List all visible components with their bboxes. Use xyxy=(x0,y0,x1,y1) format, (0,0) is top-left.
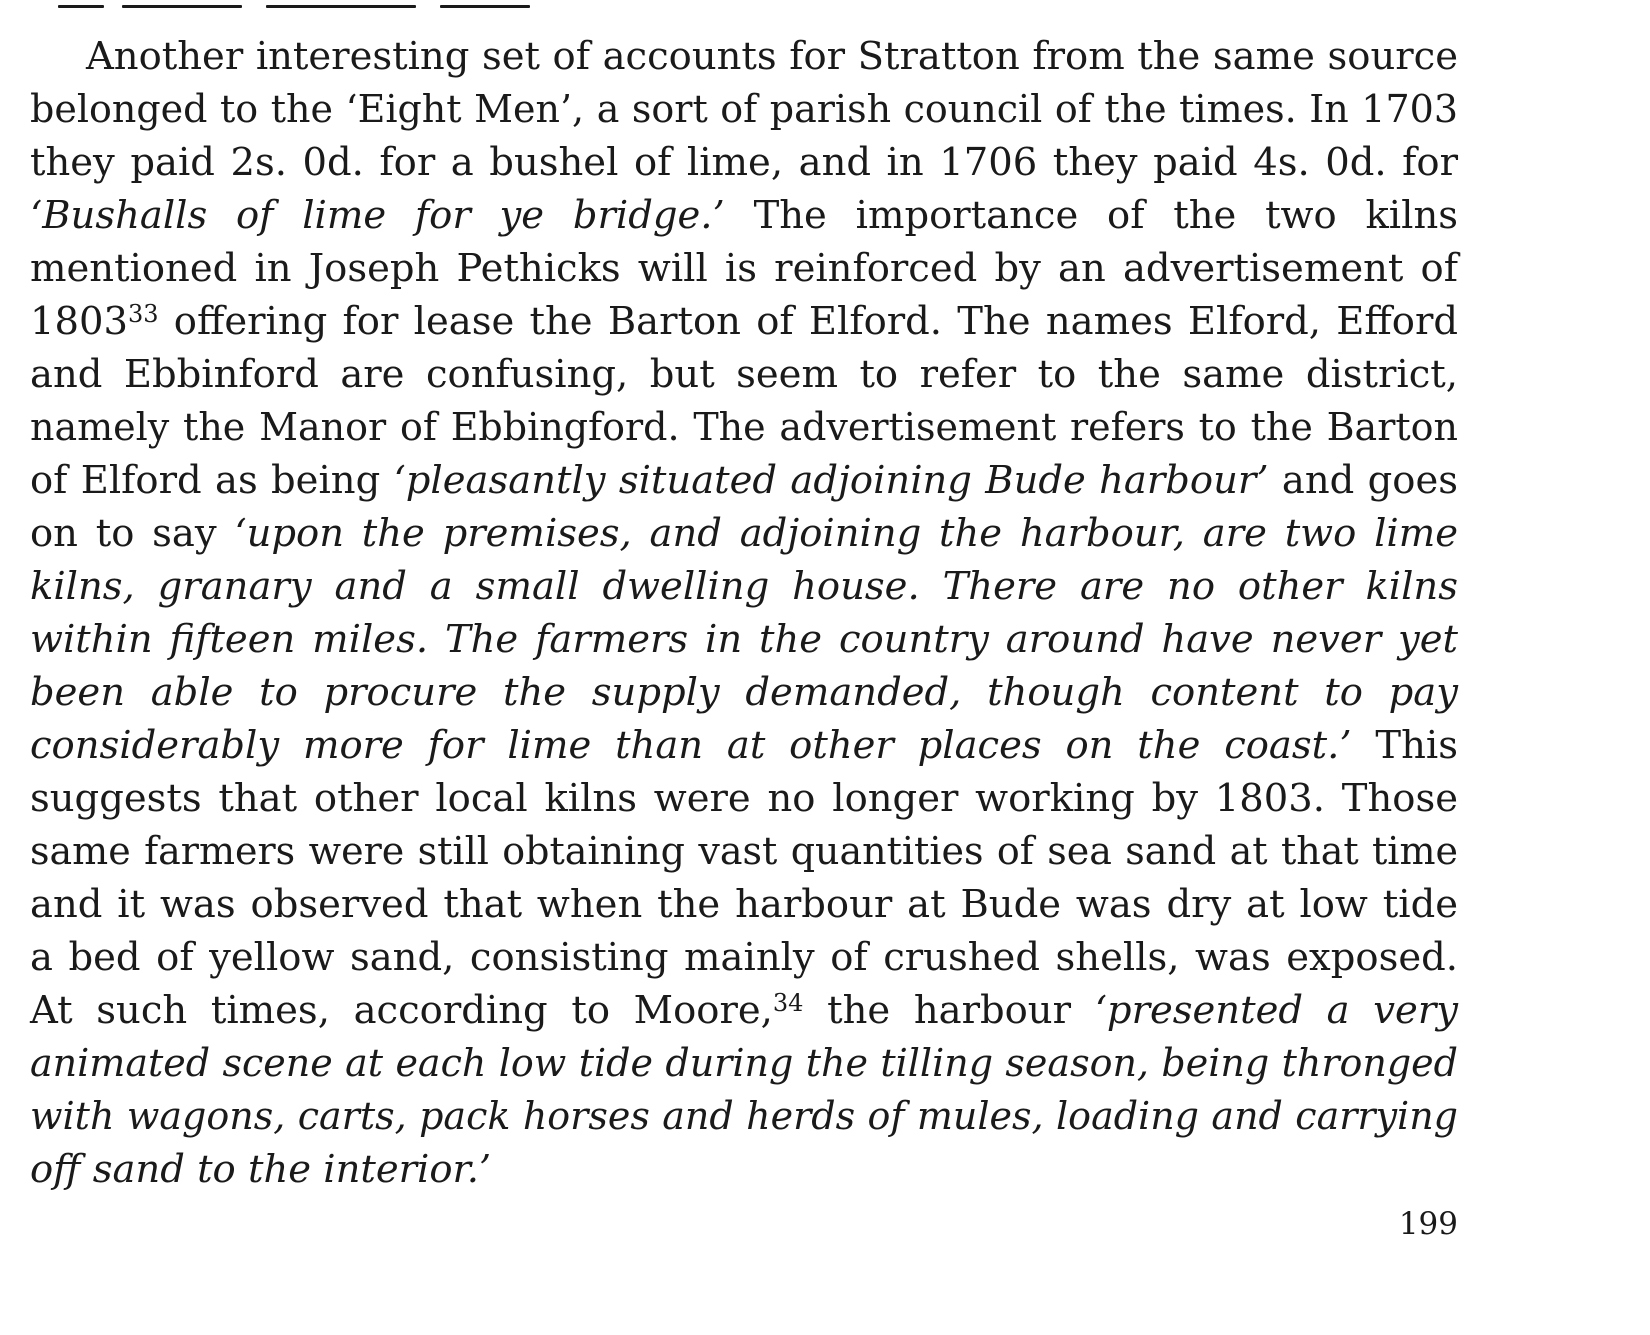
text-run: At such times, according to Moore, xyxy=(30,988,773,1033)
text-line xyxy=(30,560,1458,613)
text-run: and goes xyxy=(1268,458,1458,503)
text-line xyxy=(30,401,1458,454)
text-run: offering for lease the Barton of Elford. The names Elford, Efford xyxy=(158,299,1458,344)
quoted-text: with wagons, carts, pack horses and herds of mules, loading and carrying xyxy=(30,1094,1458,1138)
quoted-text: ‘pleasantly situated adjoining Bude harbour’ xyxy=(393,458,1269,503)
text-line xyxy=(30,1143,1458,1196)
text-line xyxy=(30,984,1458,1037)
text-run: suggests that other local kilns were no longer working by 1803. Those xyxy=(30,776,1458,821)
quoted-text: considerably more for lime than at other places on the coast.’ xyxy=(30,723,1352,768)
text-line xyxy=(30,613,1458,666)
text-line xyxy=(30,931,1458,984)
text-line xyxy=(30,136,1458,189)
text-line xyxy=(30,189,1458,242)
page-number: 199 xyxy=(1398,1206,1458,1242)
text-run: the harbour xyxy=(803,988,1095,1033)
text-run: The importance of the two kilns xyxy=(724,193,1458,238)
body-paragraph xyxy=(30,30,1458,1196)
footnote-reference: 34 xyxy=(772,989,804,1017)
text-run: a bed of yellow sand, consisting mainly of crushed shells, was exposed. xyxy=(30,935,1458,980)
text-line xyxy=(30,454,1458,507)
text-run: same farmers were still obtaining vast quantities of sea sand at that time xyxy=(30,829,1458,873)
quoted-text: ‘presented a very xyxy=(1094,988,1458,1033)
text-line xyxy=(30,666,1458,719)
text-run: and it was observed that when the harbour at Bude was dry at low tide xyxy=(30,882,1458,927)
text-run: Another interesting set of accounts for Stratton from the same source xyxy=(86,34,1458,79)
text-line xyxy=(30,878,1458,931)
text-line xyxy=(30,242,1458,295)
quoted-text: kilns, granary and a small dwelling house. There are no other kilns xyxy=(30,564,1458,609)
text-run: mentioned in Joseph Pethicks will is reinforced by an advertisement of xyxy=(30,246,1458,291)
text-line xyxy=(30,348,1458,401)
quoted-text: animated scene at each low tide during the tilling season, being thronged xyxy=(30,1041,1458,1085)
text-run: 1803 xyxy=(30,299,128,344)
text-line xyxy=(30,1037,1458,1090)
text-line xyxy=(30,83,1458,136)
text-line xyxy=(30,295,1458,348)
text-run: they paid 2s. 0d. for a bushel of lime, and in 1706 they paid 4s. 0d. for xyxy=(30,140,1458,185)
footnote-reference: 33 xyxy=(127,300,159,328)
text-run: of Elford as being xyxy=(30,458,394,503)
quoted-text: within fifteen miles. The farmers in the country around have never yet xyxy=(30,617,1458,662)
text-line xyxy=(30,507,1458,560)
quoted-text: off sand to the interior.’ xyxy=(30,1147,492,1192)
cropped-previous-line xyxy=(30,0,550,8)
quoted-text: been able to procure the supply demanded, though content to pay xyxy=(30,670,1458,715)
quoted-text: ‘upon the premises, and adjoining the harbour, are two lime xyxy=(234,511,1458,556)
text-run: and Ebbinford are confusing, but seem to refer to the same district, xyxy=(30,352,1458,397)
text-run: belonged to the ‘Eight Men’, a sort of parish council of the times. In 1703 xyxy=(30,87,1458,131)
quoted-text: ‘Bushalls of lime for ye bridge.’ xyxy=(30,193,725,238)
text-line xyxy=(30,30,1458,83)
text-line xyxy=(30,772,1458,825)
text-run: This xyxy=(1351,723,1458,768)
text-run: on to say xyxy=(30,511,235,556)
text-line xyxy=(30,1090,1458,1143)
text-line xyxy=(30,825,1458,878)
text-line xyxy=(30,719,1458,772)
text-run: namely the Manor of Ebbingford. The advertisement refers to the Barton xyxy=(30,405,1458,449)
